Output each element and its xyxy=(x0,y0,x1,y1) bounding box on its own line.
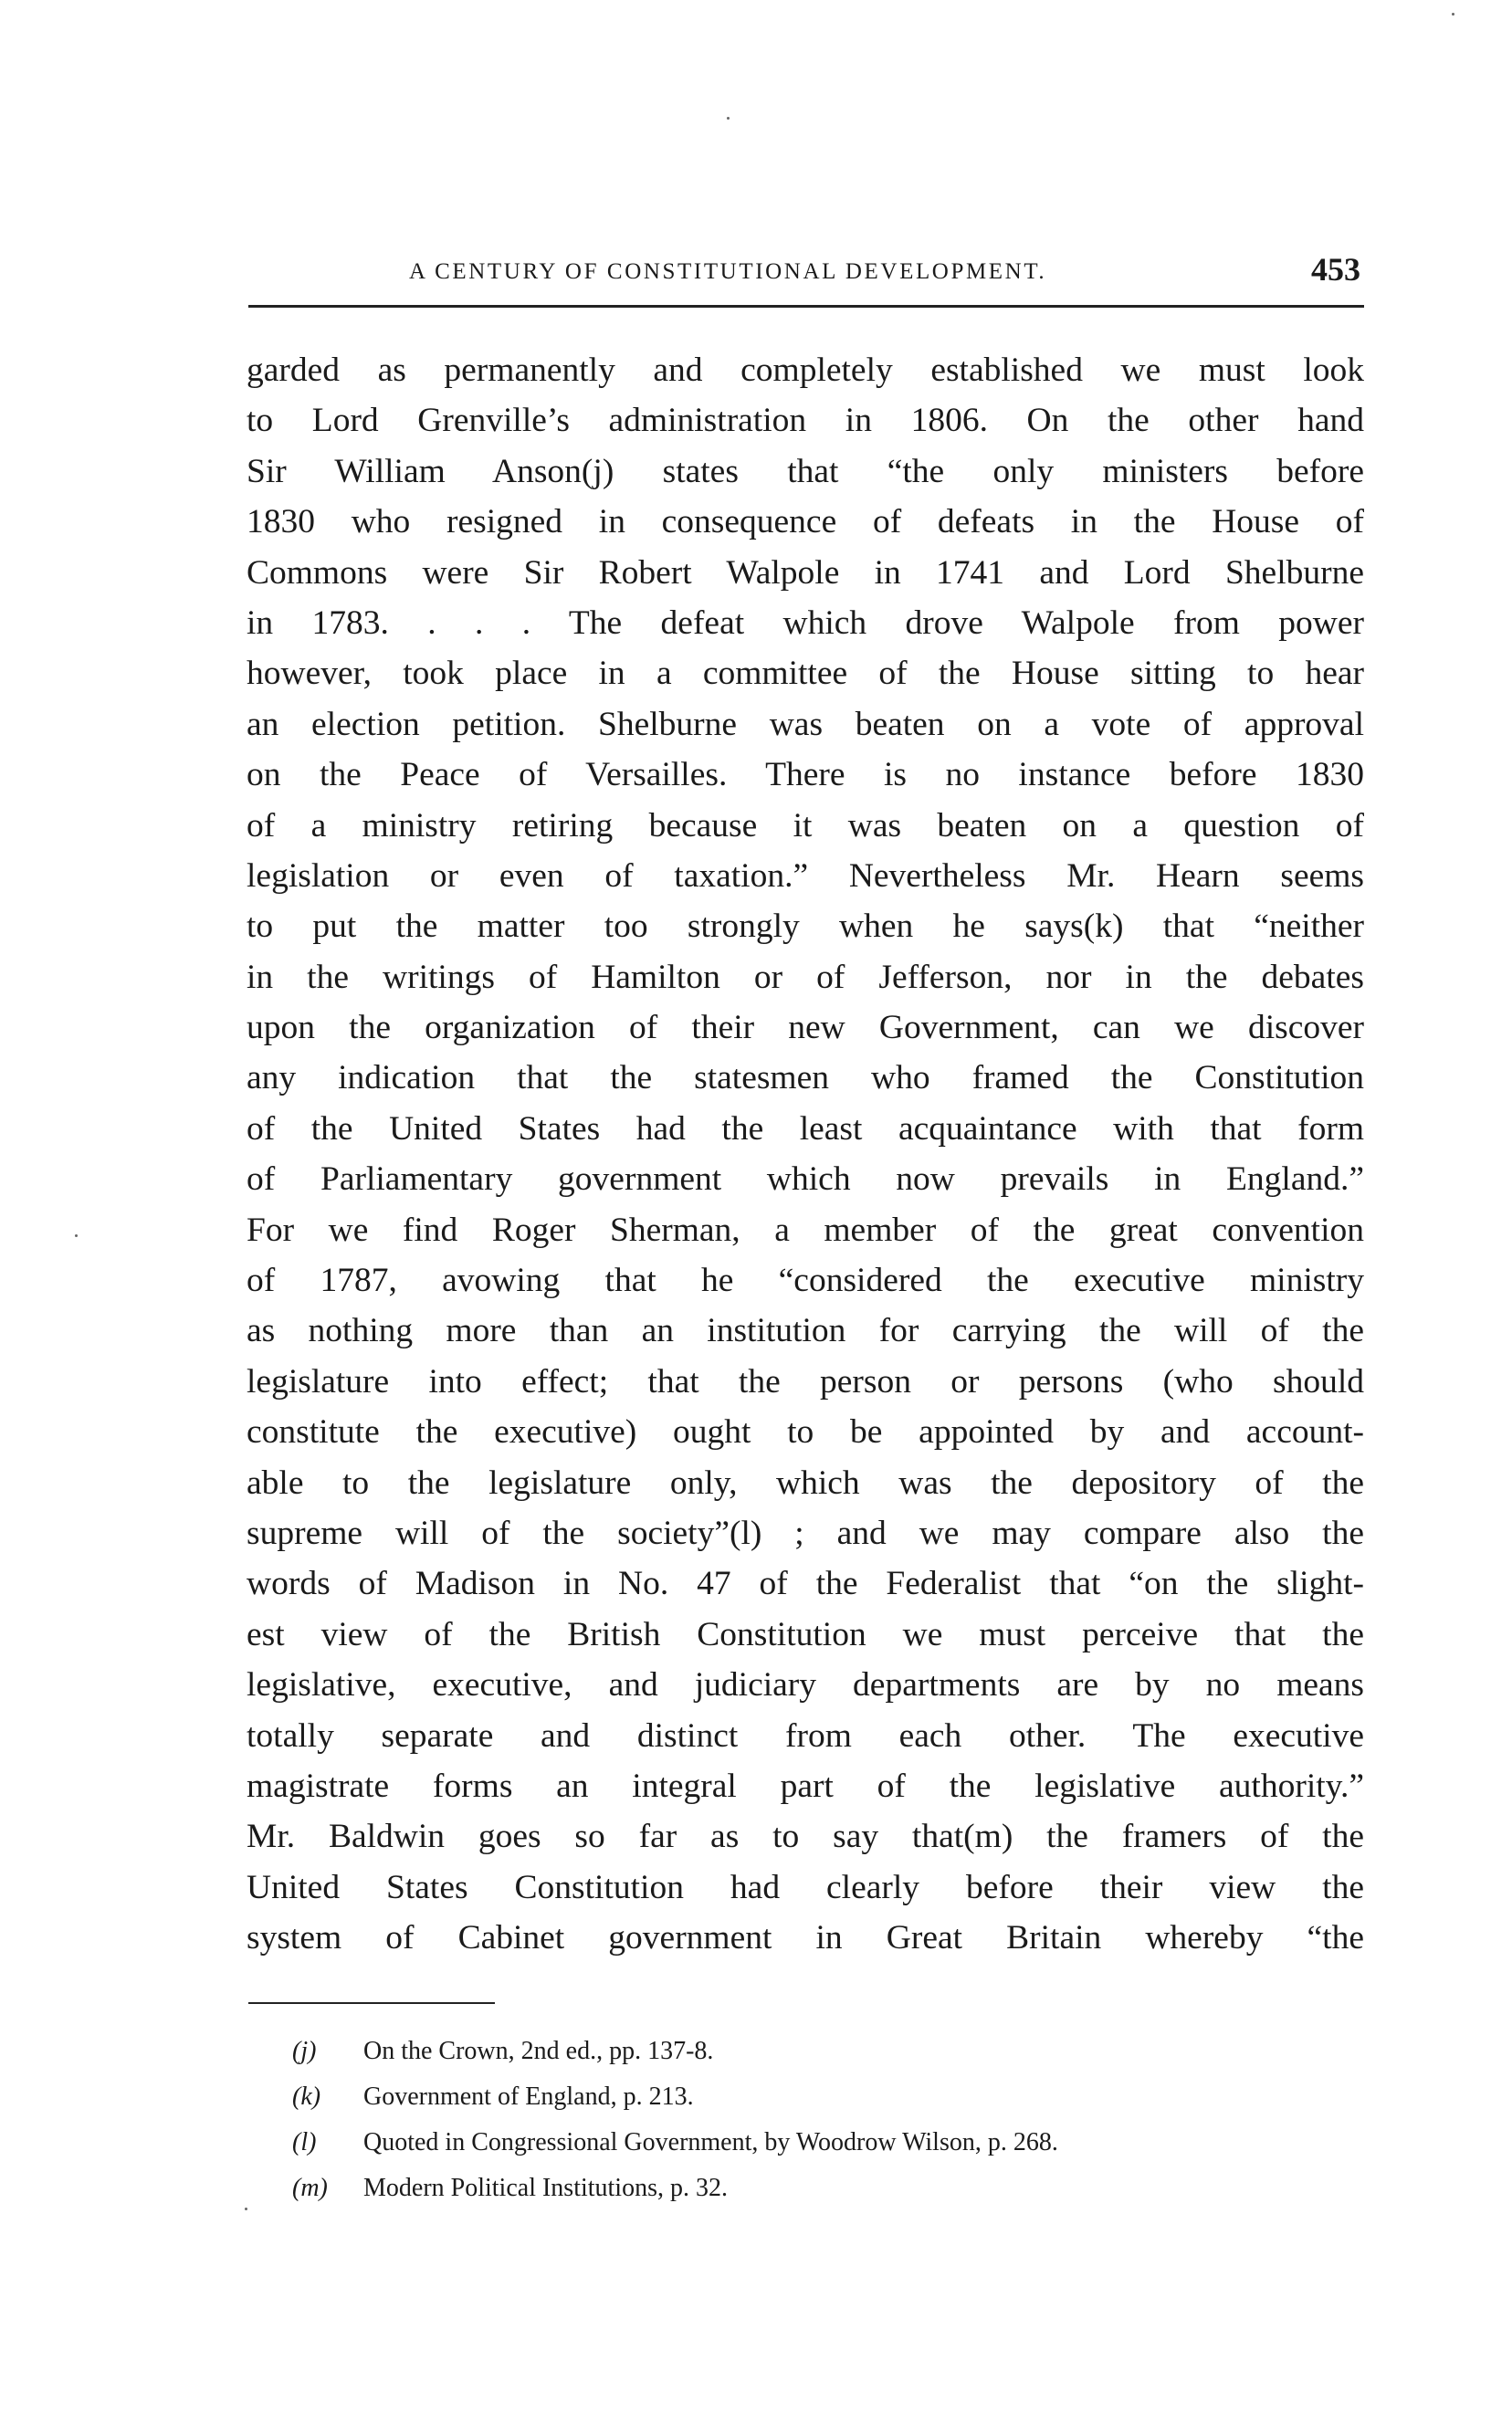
text-line: of 1787, avowing that he “considered the executive ministry xyxy=(247,1262,1364,1300)
text-line: Mr. Baldwin goes so far as to say that(m) the framers of the xyxy=(247,1818,1364,1856)
text-line: of Parliamentary government which now prevails in England.” xyxy=(247,1160,1364,1199)
text-line: an election petition. Shelburne was beaten on a vote of approval xyxy=(247,705,1364,743)
text-line: United States Constitution had clearly before their view the xyxy=(247,1868,1364,1906)
text-line: in 1783. . . . The defeat which drove Walpole from power xyxy=(247,603,1364,642)
running-head xyxy=(248,248,1364,294)
text-line: words of Madison in No. 47 of the Federalist that “on the slight- xyxy=(247,1565,1364,1603)
footnote xyxy=(292,2120,1360,2166)
footnote-mark: (l) xyxy=(292,2128,317,2156)
text-line: totally separate and distinct from each other. The executive xyxy=(247,1716,1364,1755)
text-line: Commons were Sir Robert Walpole in 1741 and Lord Shelburne xyxy=(247,553,1364,592)
text-line: est view of the British Constitution we must perceive that the xyxy=(247,1615,1364,1653)
text-line: legislation or even of taxation.” Nevertheless Mr. Hearn seems xyxy=(247,856,1364,895)
scan-speck xyxy=(1452,13,1454,16)
text-line: 1830 who resigned in consequence of defeats in the House of xyxy=(247,503,1364,541)
text-line: garded as permanently and completely established we must look xyxy=(247,351,1364,389)
footnote-mark: (j) xyxy=(292,2037,317,2065)
text-line: supreme will of the society”(l) ; and we may compare also the xyxy=(247,1514,1364,1552)
text-line: upon the organization of their new Government, can we discover xyxy=(247,1009,1364,1047)
header-rule xyxy=(248,305,1364,308)
footnotes xyxy=(292,2029,1360,2211)
footnote-mark: (k) xyxy=(292,2083,321,2111)
text-line: as nothing more than an institution for carrying the will of the xyxy=(247,1312,1364,1350)
text-line: of the United States had the least acquaintance with that form xyxy=(247,1109,1364,1148)
text-line: For we find Roger Sherman, a member of the great convention xyxy=(247,1211,1364,1249)
scan-speck xyxy=(727,117,730,120)
text-line: system of Cabinet government in Great Britain whereby “the xyxy=(247,1919,1364,1957)
footnote-mark: (m) xyxy=(292,2174,328,2202)
footnote-rule xyxy=(248,2002,495,2004)
text-line: to put the matter too strongly when he says(k) that “neither xyxy=(247,908,1364,946)
text-line: on the Peace of Versailles. There is no instance before 1830 xyxy=(247,756,1364,794)
text-line: in the writings of Hamilton or of Jefferson, nor in the debates xyxy=(247,958,1364,996)
footnote xyxy=(292,2166,1360,2211)
text-line: constitute the executive) ought to be appointed by and account- xyxy=(247,1413,1364,1452)
footnote xyxy=(292,2029,1360,2074)
text-line: any indication that the statesmen who framed the Constitution xyxy=(247,1059,1364,1097)
text-line: magistrate forms an integral part of the legislative authority.” xyxy=(247,1767,1364,1805)
footnote-text: On the Crown, 2nd ed., pp. 137-8. xyxy=(363,2037,714,2065)
text-line: legislative, executive, and judiciary departments are by no means xyxy=(247,1666,1364,1705)
footnote-text: Quoted in Congressional Government, by Woodrow Wilson, p. 268. xyxy=(363,2128,1058,2156)
text-line: able to the legislature only, which was the depository of the xyxy=(247,1464,1364,1502)
text-line: of a ministry retiring because it was beaten on a question of xyxy=(247,806,1364,845)
text-line: legislature into effect; that the person or persons (who should xyxy=(247,1362,1364,1401)
scan-speck xyxy=(245,2208,247,2210)
text-line: to Lord Grenville’s administration in 1806. On the other hand xyxy=(247,402,1364,440)
body-text xyxy=(247,345,1364,1964)
footnote xyxy=(292,2074,1360,2120)
text-line: Sir William Anson(j) states that “the only ministers before xyxy=(247,452,1364,490)
text-line: however, took place in a committee of the House sitting to hear xyxy=(247,655,1364,693)
footnote-text: Government of England, p. 213. xyxy=(363,2083,694,2111)
page-number: 453 xyxy=(1311,251,1360,288)
running-title: A CENTURY OF CONSTITUTIONAL DEVELOPMENT. xyxy=(409,259,1047,284)
footnote-text: Modern Political Institutions, p. 32. xyxy=(363,2174,728,2202)
scan-speck xyxy=(75,1234,78,1237)
